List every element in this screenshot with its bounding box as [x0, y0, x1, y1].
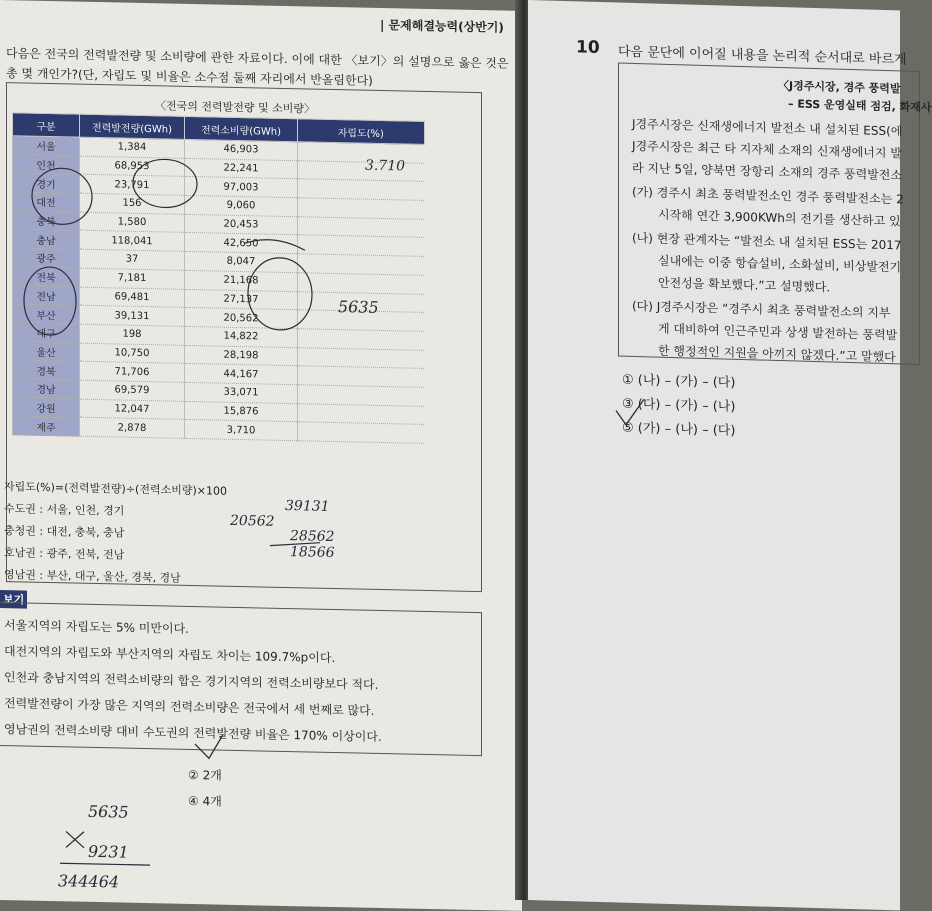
consumption-cell: 8,047 — [185, 251, 298, 272]
consumption-cell: 27,137 — [185, 289, 298, 310]
consumption-cell: 9,060 — [185, 195, 298, 216]
passage-line: 라 지난 5일, 양북면 장항리 소재의 경주 풍력발전소 — [632, 160, 902, 183]
generation-cell: 7,181 — [80, 268, 185, 289]
generation-cell: 71,706 — [80, 361, 185, 382]
region-cell: 충북 — [13, 211, 80, 231]
passage-item-da-cont: 게 대비하여 인근주민과 상생 발전하는 풍력발 — [658, 321, 898, 343]
pen-marks — [528, 0, 903, 910]
generation-cell: 198 — [80, 324, 185, 345]
region-cell: 대구 — [13, 323, 80, 343]
answer-option-5: ⑤ (가) – (나) – (다) — [622, 420, 736, 439]
region-cell: 전남 — [13, 285, 80, 305]
consumption-cell: 3,710 — [185, 420, 298, 441]
bogi-item: 대전지역의 자립도와 부산지역의 자립도 차이는 109.7%p이다. — [4, 644, 336, 666]
generation-cell: 1,580 — [80, 212, 185, 233]
consumption-cell: 14,822 — [185, 326, 298, 347]
section-header: | 문제해결능력(상반기) — [380, 17, 504, 35]
handwriting-note: 5635 — [88, 801, 129, 822]
choice-2: ② 2개 — [188, 767, 222, 783]
region-cell: 경남 — [13, 379, 80, 399]
passage-item-da-cont: 한 행정적인 지원을 아끼지 않겠다.”고 말했다 — [658, 343, 896, 365]
bogi-item: 인천과 충남지역의 전력소비량의 합은 경기지역의 전력소비량보다 적다. — [4, 670, 379, 692]
handwriting-note: 28562 — [290, 528, 335, 546]
passage-item-ga-cont: 시작해 연간 3,900KWh의 전기를 생산하고 있 — [658, 207, 901, 229]
generation-cell: 156 — [80, 193, 185, 214]
passage-subtitle: – ESS 운영실태 점검, 화재사 — [788, 97, 932, 115]
generation-cell: 118,041 — [80, 231, 185, 252]
consumption-cell: 22,241 — [185, 158, 298, 179]
question-text: 다음은 전국의 전력발전량 및 소비량에 관한 자료이다. 이에 대한 〈보기〉의 설명으로 옳은 것은 — [6, 46, 509, 71]
col-header: 전력소비량(GWh) — [185, 116, 298, 141]
consumption-cell: 20,453 — [185, 214, 298, 235]
handwriting-note: 344464 — [58, 871, 120, 892]
generation-cell: 2,878 — [80, 417, 185, 438]
consumption-cell: 97,003 — [185, 177, 298, 198]
region-cell: 제주 — [13, 416, 80, 436]
passage-item-da: (다) J경주시장은 “경주시 최초 풍력발전소의 지부 — [632, 298, 891, 321]
region-cell: 부산 — [13, 304, 80, 324]
passage-item-na: (나) 현장 관계자는 “발전소 내 설치된 ESS는 2017 — [632, 230, 902, 253]
generation-cell: 12,047 — [80, 399, 185, 420]
consumption-cell: 44,167 — [185, 364, 298, 385]
consumption-cell: 20,562 — [185, 308, 298, 329]
generation-cell: 37 — [80, 249, 185, 270]
note-line: 영남권 : 부산, 대구, 울산, 경북, 경남 — [4, 568, 181, 585]
region-cell: 경기 — [13, 173, 80, 193]
passage-line: J경주시장은 최근 타 지자체 소재의 신재생에너지 발 — [632, 138, 902, 161]
passage-item-na-cont: 안전성을 확보했다.”고 설명했다. — [658, 275, 831, 295]
generation-cell: 69,481 — [80, 287, 185, 308]
consumption-cell: 28,198 — [185, 345, 298, 366]
right-page — [528, 0, 932, 910]
handwriting-note: 3.710 — [365, 157, 406, 175]
region-cell: 울산 — [13, 341, 80, 361]
handwriting-note: 39131 — [285, 497, 330, 515]
region-cell: 광주 — [13, 248, 80, 268]
question-text-cont: 총 몇 개인가?(단, 자립도 및 비율은 소수점 둘째 자리에서 반올림한다) — [6, 66, 373, 88]
bogi-label: 보기 — [0, 590, 27, 609]
passage-line: J경주시장은 신재생에너지 발전소 내 설치된 ESS(에 — [632, 116, 903, 139]
table-title: 〈전국의 전력발전량 및 소비량〉 — [155, 99, 316, 116]
answer-option-1: ① (나) – (가) – (다) — [622, 372, 736, 391]
answer-option-3: ③ (다) – (가) – (나) — [622, 396, 736, 415]
bogi-item: 서울지역의 자립도는 5% 미만이다. — [4, 618, 189, 636]
choice-4: ④ 4개 — [188, 793, 222, 809]
region-cell: 강원 — [13, 397, 80, 417]
consumption-cell: 33,071 — [185, 382, 298, 403]
question-number: 10 — [576, 37, 600, 59]
col-header: 구분 — [13, 113, 80, 137]
consumption-cell: 42,650 — [185, 233, 298, 254]
generation-cell: 68,953 — [80, 156, 185, 177]
note-line: 수도권 : 서울, 인천, 경기 — [4, 502, 125, 518]
generation-cell: 23,791 — [80, 175, 185, 196]
bogi-item: 전력발전량이 가장 많은 지역의 전력소비량은 전국에서 세 번째로 많다. — [4, 696, 375, 718]
passage-title: 〈J경주시장, 경주 풍력발 — [778, 78, 901, 96]
consumption-cell: 21,168 — [185, 270, 298, 291]
note-line: 충청권 : 대전, 충북, 충남 — [4, 524, 125, 540]
col-header: 자립도(%) — [298, 119, 425, 145]
region-cell: 대전 — [13, 192, 80, 212]
consumption-cell: 46,903 — [185, 139, 298, 160]
passage-item-na-cont: 실내에는 이중 항습설비, 소화설비, 비상발전기 — [658, 253, 902, 275]
handwriting-note: 9231 — [88, 841, 129, 862]
region-cell: 전북 — [13, 267, 80, 287]
passage-item-ga: (가) 경주시 최초 풍력발전소인 경주 풍력발전소는 2 — [632, 184, 904, 207]
bogi-item: 영남권의 전력소비량 대비 수도권의 전력발전량 비율은 170% 이상이다. — [4, 722, 382, 744]
region-cell: 서울 — [13, 136, 80, 156]
handwriting-note: 18566 — [290, 544, 335, 562]
generation-cell: 39,131 — [80, 305, 185, 326]
region-cell: 인천 — [13, 154, 80, 174]
generation-cell: 10,750 — [80, 343, 185, 364]
note-line: 호남권 : 광주, 전북, 전남 — [4, 546, 125, 562]
generation-cell: 69,579 — [80, 380, 185, 401]
consumption-cell: 15,876 — [185, 401, 298, 422]
note-line: 자립도(%)=(전력발전량)÷(전력소비량)×100 — [4, 480, 227, 498]
region-cell: 경북 — [13, 360, 80, 380]
region-cell: 충남 — [13, 229, 80, 249]
question-text: 다음 문단에 이어질 내용을 논리적 순서대로 바르게 — [618, 44, 907, 68]
generation-cell: 1,384 — [80, 137, 185, 158]
handwriting-note: 20562 — [230, 512, 275, 530]
col-header: 전력발전량(GWh) — [80, 114, 185, 139]
handwriting-note: 5635 — [338, 297, 379, 317]
